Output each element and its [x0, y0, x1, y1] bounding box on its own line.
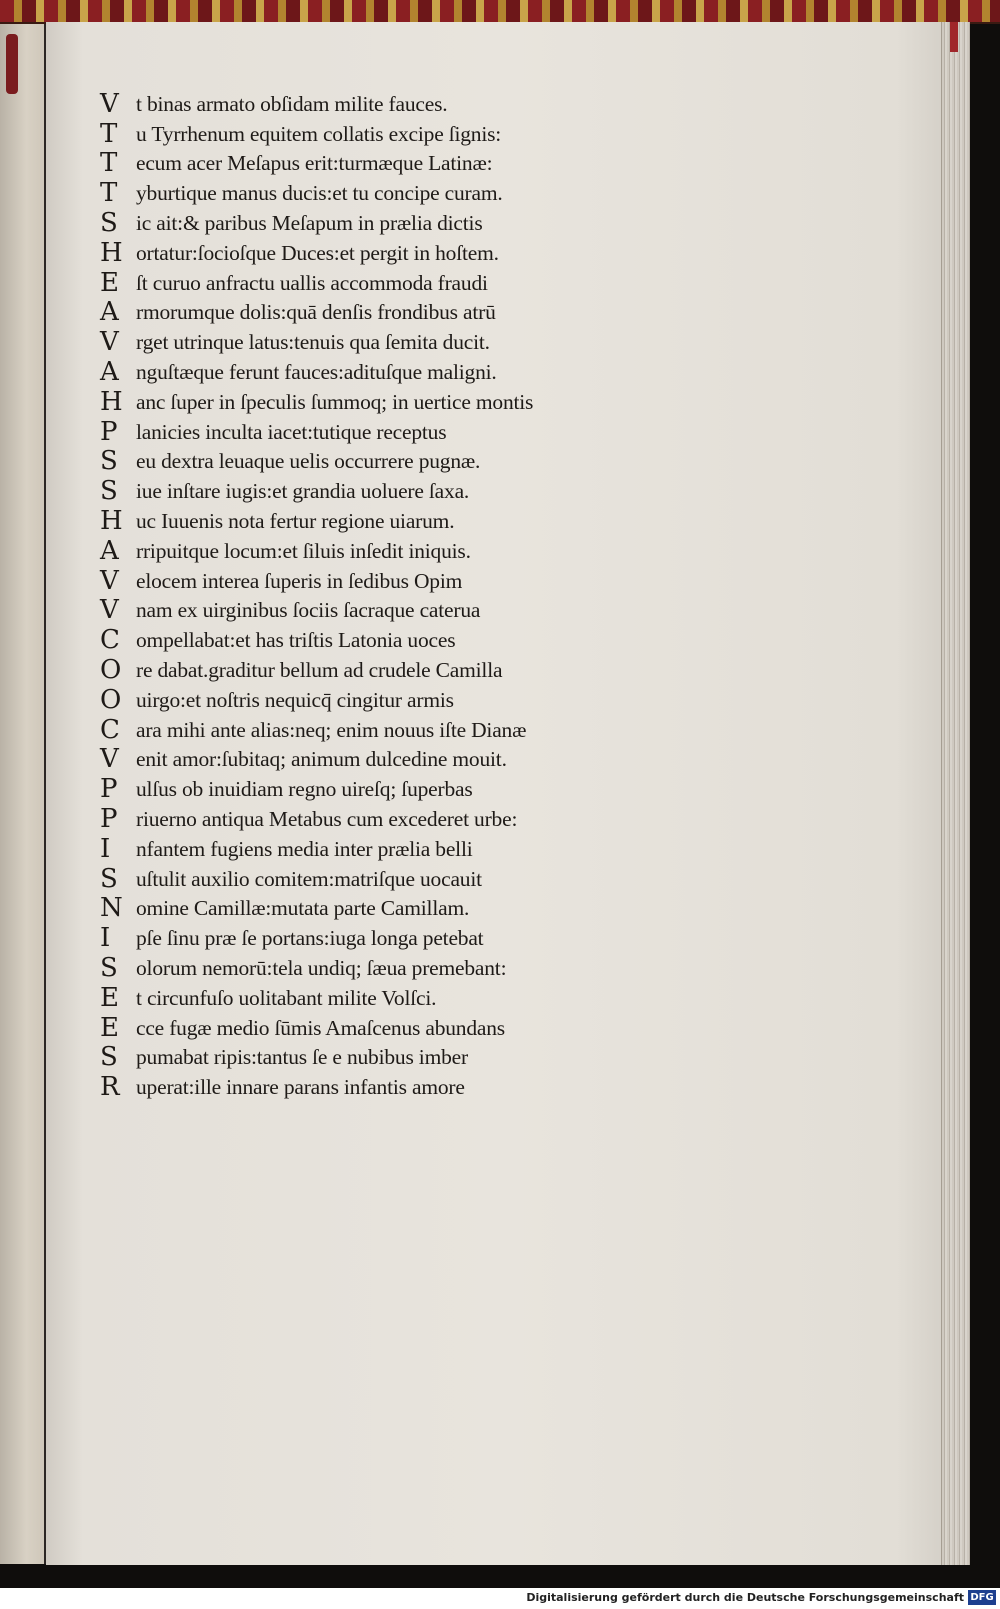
verse-initial: T	[100, 178, 118, 209]
verse-text: uc Iuuenis nota fertur regione uiarum.	[136, 508, 455, 533]
verse-initial: E	[100, 982, 119, 1013]
verse-initial: R	[100, 1072, 120, 1103]
verse-initial: C	[100, 625, 120, 656]
funding-credit: Digitalisierung gefördert durch die Deutsche Forschungsgemeinschaft	[526, 1591, 964, 1604]
verse-initial: N	[100, 893, 123, 924]
verse-text: pumabat ripis:tantus ſe e nubibus imber	[136, 1045, 468, 1070]
verse-initial: S	[100, 952, 118, 983]
verse-initial: S	[100, 446, 118, 477]
verse-line	[100, 416, 700, 446]
verse-line	[100, 744, 700, 774]
verse-initial: E	[100, 1012, 119, 1043]
verse-block	[100, 88, 700, 1101]
verse-text: uperat:ille innare parans infantis amore	[136, 1075, 465, 1100]
verse-text: u Tyrrhenum equitem collatis excipe ſignis:	[136, 121, 502, 146]
verse-initial: P	[100, 774, 118, 805]
book-page	[46, 22, 970, 1565]
verse-line	[100, 1012, 700, 1042]
verse-text: elocem interea ſuperis in ſedibus Opim	[136, 568, 463, 593]
verse-line	[100, 148, 700, 178]
verse-initial: T	[100, 148, 118, 179]
verse-line	[100, 952, 700, 982]
verse-initial: S	[100, 1042, 118, 1073]
verse-text: rmorumque dolis:quā denſis frondibus atrū	[136, 300, 496, 325]
verse-line	[100, 773, 700, 803]
left-page-edge	[0, 24, 47, 1564]
verse-line	[100, 922, 700, 952]
verse-initial: C	[100, 714, 120, 745]
verse-initial: P	[100, 803, 118, 834]
verse-line	[100, 118, 700, 148]
page-stack-edges	[941, 22, 970, 1565]
verse-text: rripuitque locum:et ſiluis inſedit iniquis.	[136, 538, 471, 563]
verse-line	[100, 505, 700, 535]
book-binding-edge	[0, 0, 1000, 24]
verse-text: yburtique manus ducis:et tu concipe curam.	[136, 181, 503, 206]
verse-line	[100, 177, 700, 207]
footer-bar	[0, 1588, 1000, 1609]
verse-initial: S	[100, 476, 118, 507]
verse-initial: I	[100, 833, 111, 864]
verse-text: eu dextra leuaque uelis occurrere pugnæ.	[136, 449, 481, 474]
red-page-marker	[950, 22, 958, 52]
verse-line	[100, 803, 700, 833]
verse-text: re dabat.graditur bellum ad crudele Camilla	[136, 657, 503, 682]
verse-text: uirgo:et noſtris nequicq̄ cingitur armis	[136, 687, 454, 712]
verse-text: ompellabat:et has triſtis Latonia uoces	[136, 628, 456, 653]
binding-ribbon	[6, 34, 18, 94]
verse-text: omine Camillæ:mutata parte Camillam.	[136, 896, 470, 921]
verse-line	[100, 982, 700, 1012]
verse-line	[100, 475, 700, 505]
verse-initial: V	[100, 595, 119, 626]
verse-line	[100, 1042, 700, 1072]
verse-text: ſt curuo anfractu uallis accommoda fraudi	[136, 270, 488, 295]
verse-text: nam ex uirginibus ſociis ſacraque caterua	[136, 598, 481, 623]
verse-initial: S	[100, 207, 118, 238]
verse-line	[100, 535, 700, 565]
verse-text: ara mihi ante alias:neq; enim nouus iſte Dianæ	[136, 717, 527, 742]
verse-initial: H	[100, 386, 123, 417]
verse-text: rget utrinque latus:tenuis qua ſemita ducit.	[136, 330, 490, 355]
verse-initial: E	[100, 267, 119, 298]
verse-initial: A	[100, 356, 119, 387]
verse-text: olorum nemorū:tela undiq; ſæua premebant:	[136, 955, 507, 980]
verse-line	[100, 267, 700, 297]
verse-initial: A	[100, 297, 119, 328]
verse-initial: H	[100, 237, 123, 268]
verse-line	[100, 654, 700, 684]
verse-line	[100, 446, 700, 476]
verse-line	[100, 207, 700, 237]
verse-line	[100, 595, 700, 625]
verse-text: pſe ſinu præ ſe portans:iuga longa petebat	[136, 926, 484, 951]
verse-initial: T	[100, 118, 118, 149]
verse-line	[100, 386, 700, 416]
verse-text: uſtulit auxilio comitem:matriſque uocauit	[136, 866, 482, 891]
verse-line	[100, 714, 700, 744]
dfg-logo: DFG	[968, 1590, 996, 1605]
verse-line	[100, 893, 700, 923]
verse-line	[100, 326, 700, 356]
verse-line	[100, 237, 700, 267]
verse-line	[100, 863, 700, 893]
verse-text: ecum acer Meſapus erit:turmæque Latinæ:	[136, 151, 493, 176]
verse-text: nfantem fugiens media inter prælia belli	[136, 836, 473, 861]
verse-line	[100, 624, 700, 654]
verse-initial: V	[100, 744, 119, 775]
verse-text: ortatur:ſocioſque Duces:et pergit in hoſtem.	[136, 240, 499, 265]
verse-initial: I	[100, 923, 111, 954]
verse-line	[100, 684, 700, 714]
verse-text: cce fugæ medio ſūmis Amaſcenus abundans	[136, 1015, 505, 1040]
verse-text: ic ait:& paribus Meſapum in prælia dictis	[136, 210, 483, 235]
verse-initial: V	[100, 88, 119, 119]
verse-initial: P	[100, 416, 118, 447]
verse-line	[100, 88, 700, 118]
verse-initial: V	[100, 327, 119, 358]
verse-initial: O	[100, 654, 122, 685]
verse-text: t binas armato obſidam milite fauces.	[136, 91, 448, 116]
verse-text: anc ſuper in ſpeculis ſummoq; in uertice montis	[136, 389, 534, 414]
verse-text: nguſtæque ferunt fauces:adituſque maligni.	[136, 359, 497, 384]
verse-initial: A	[100, 535, 119, 566]
verse-text: enit amor:ſubitaq; animum dulcedine mouit.	[136, 747, 507, 772]
verse-line	[100, 1071, 700, 1101]
verse-line	[100, 297, 700, 327]
verse-initial: O	[100, 684, 122, 715]
verse-initial: H	[100, 505, 123, 536]
verse-text: ulſus ob inuidiam regno uireſq; ſuperbas	[136, 777, 473, 802]
verse-initial: S	[100, 863, 118, 894]
verse-text: riuerno antiqua Metabus cum excederet urbe:	[136, 806, 518, 831]
verse-line	[100, 833, 700, 863]
verse-line	[100, 565, 700, 595]
verse-text: t circunfuſo uolitabant milite Volſci.	[136, 985, 437, 1010]
verse-line	[100, 356, 700, 386]
verse-text: iue inſtare iugis:et grandia uoluere ſaxa.	[136, 479, 470, 504]
verse-text: lanicies inculta iacet:tutique receptus	[136, 419, 447, 444]
verse-initial: V	[100, 565, 119, 596]
